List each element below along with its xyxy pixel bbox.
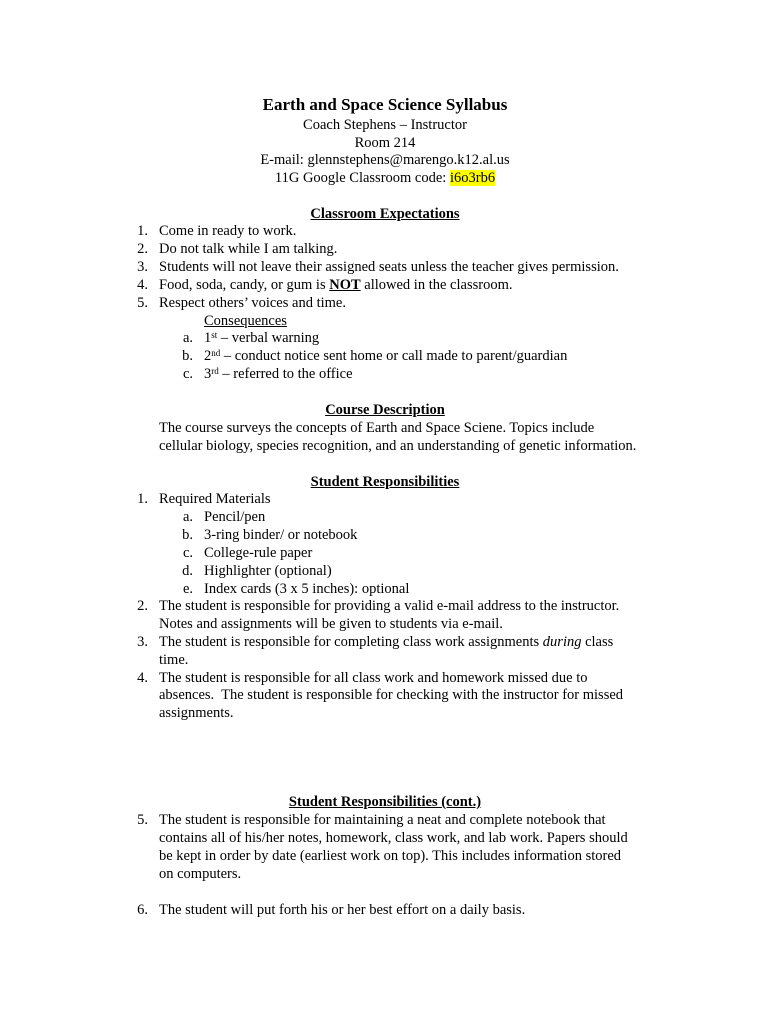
- classroom-code-line: [0, 169, 770, 187]
- instructor-line: Coach Stephens – Instructor: [303, 117, 467, 133]
- list-number: 5.: [137, 295, 148, 311]
- item-text: class: [581, 634, 614, 650]
- list-letter: b.: [182, 527, 193, 543]
- list-number: 6.: [137, 902, 148, 918]
- course-text-line: cellular biology, species recognition, and an understanding of genetic information.: [159, 438, 637, 454]
- room-line: Room 214: [354, 135, 416, 151]
- list-item: Students will not leave their assigned seats unless the teacher gives permission.: [159, 259, 619, 275]
- list-number: 1.: [137, 491, 148, 507]
- classroom-code-label: 11G Google Classroom code:: [274, 170, 450, 186]
- list-item: Come in ready to work.: [159, 223, 297, 239]
- item-text: – referred to the office: [218, 366, 353, 382]
- item-text: allowed in the classroom.: [360, 277, 513, 293]
- list-letter: c.: [182, 366, 193, 382]
- list-number: 2.: [137, 598, 148, 614]
- material-item: Pencil/pen: [204, 509, 266, 525]
- list-letter: e.: [182, 581, 193, 597]
- emphasis-text: during: [542, 634, 582, 650]
- list-letter: c.: [182, 545, 193, 561]
- item-text: – verbal warning: [217, 330, 320, 346]
- list-item-continuation: Notes and assignments will be given to students via e-mail.: [159, 616, 503, 632]
- list-letter: d.: [182, 563, 193, 579]
- consequences-heading: Consequences: [204, 313, 287, 329]
- document-title: Earth and Space Science Syllabus: [262, 95, 508, 114]
- course-heading: Course Description: [325, 402, 445, 418]
- material-item: Highlighter (optional): [204, 563, 332, 579]
- list-item: The student is responsible for maintaining a neat and complete notebook that: [159, 812, 606, 828]
- responsibilities-heading: Student Responsibilities: [310, 474, 460, 490]
- ordinal-suffix: nd: [211, 348, 221, 358]
- consequence-item: [204, 329, 319, 347]
- list-item: The student will put forth his or her best effort on a daily basis.: [159, 902, 526, 918]
- list-number: 3.: [137, 259, 148, 275]
- list-number: 2.: [137, 241, 148, 257]
- consequence-item: [204, 347, 567, 365]
- list-item-continuation: be kept in order by date (earliest work on top). This includes information stored: [159, 848, 622, 864]
- list-number: 4.: [137, 277, 148, 293]
- material-item: College-rule paper: [204, 545, 313, 561]
- list-number: 3.: [137, 634, 148, 650]
- list-number: 5.: [137, 812, 148, 828]
- responsibilities-cont-heading: Student Responsibilities (cont.): [288, 794, 482, 810]
- email-line: E-mail: glennstephens@marengo.k12.al.us: [260, 152, 510, 168]
- material-item: 3-ring binder/ or notebook: [204, 527, 358, 543]
- list-item-continuation: time.: [159, 652, 189, 668]
- consequence-item: [204, 365, 353, 383]
- ordinal: 3: [204, 366, 212, 382]
- list-letter: a.: [182, 330, 193, 346]
- list-item: The student is responsible for providing a valid e-mail address to the instructor.: [159, 598, 620, 614]
- list-letter: a.: [182, 509, 193, 525]
- list-number: 1.: [137, 223, 148, 239]
- list-item: The student is responsible for all class work and homework missed due to: [159, 670, 588, 686]
- item-text: – conduct notice sent home or call made to parent/guardian: [220, 348, 568, 364]
- list-item-continuation: on computers.: [159, 866, 242, 882]
- list-number: 4.: [137, 670, 148, 686]
- ordinal: 2: [204, 348, 212, 364]
- emphasis-text: NOT: [329, 277, 361, 293]
- list-item: [159, 276, 512, 294]
- list-item-continuation: contains all of his/her notes, homework, class work, and lab work. Papers should: [159, 830, 628, 846]
- ordinal-suffix: st: [211, 330, 218, 340]
- list-item-continuation: absences. The student is responsible for checking with the instructor for missed: [159, 687, 624, 703]
- list-item: Do not talk while I am talking.: [159, 241, 338, 257]
- list-item: [159, 633, 613, 651]
- item-text: Food, soda, candy, or gum is: [159, 277, 330, 293]
- material-item: Index cards (3 x 5 inches): optional: [204, 581, 410, 597]
- list-item: Required Materials: [159, 491, 271, 507]
- course-text-line: The course surveys the concepts of Earth and Space Sciene. Topics include: [159, 420, 595, 436]
- item-text: The student is responsible for completing class work assignments: [159, 634, 543, 650]
- expectations-heading: Classroom Expectations: [310, 206, 460, 222]
- list-item-continuation: assignments.: [159, 705, 234, 721]
- list-letter: b.: [182, 348, 193, 364]
- list-item: Respect others’ voices and time.: [159, 295, 346, 311]
- ordinal-suffix: rd: [211, 366, 219, 376]
- classroom-code: i6o3rb6: [449, 170, 496, 186]
- ordinal: 1: [204, 330, 212, 346]
